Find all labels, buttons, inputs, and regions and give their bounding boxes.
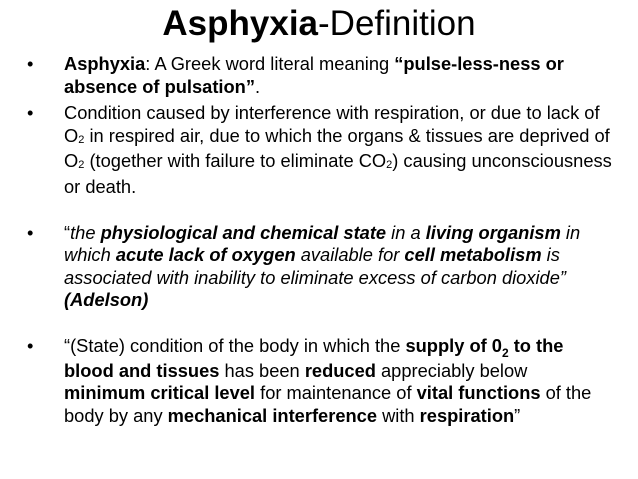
slide-body	[27, 53, 612, 431]
subscript: 2	[501, 345, 509, 360]
bullet-condition	[27, 102, 612, 198]
emphasis: mechanical interference	[167, 404, 377, 426]
emphasis: to the blood and tissues	[64, 334, 564, 381]
text: of the body by any	[64, 382, 592, 426]
text: Condition caused by interference with respiration, or due to lack of O	[64, 102, 600, 146]
emphasis: vital functions	[416, 382, 541, 404]
text: “(State) condition of the body in which the	[64, 334, 406, 356]
text: with	[377, 404, 420, 426]
subscript: 2	[78, 159, 85, 172]
text: ”	[514, 404, 521, 426]
bullet-dot: •	[27, 334, 34, 356]
text: available for	[295, 244, 405, 266]
slide-title	[0, 2, 638, 46]
emphasis: cell metabolism	[404, 244, 542, 266]
bullet-dot: •	[27, 53, 34, 74]
quote-meaning: “pulse-less-ness or absence of pulsation”	[64, 53, 564, 97]
bullet-dot: •	[27, 221, 34, 243]
text: ) causing unconsciousness or death.	[64, 150, 612, 197]
bullet-dot: •	[27, 102, 34, 124]
text: is associated with inability to eliminate excess of carbon dioxide”	[64, 244, 566, 288]
text: the	[70, 221, 101, 243]
emphasis: supply of 0	[405, 334, 502, 356]
text: .	[254, 75, 261, 97]
subscript: 2	[386, 159, 393, 172]
subscript: 2	[78, 133, 85, 146]
emphasis: minimum critical level	[64, 382, 256, 404]
emphasis: living organism	[425, 221, 561, 243]
text: (together with failure to eliminate CO	[84, 150, 387, 172]
bullet-state-condition	[27, 335, 612, 427]
text: in which	[64, 221, 581, 266]
emphasis: reduced	[304, 359, 376, 381]
citation-adelson: (Adelson)	[64, 289, 149, 311]
text: “	[64, 221, 71, 243]
emphasis: respiration	[419, 404, 515, 426]
text: has been	[219, 359, 305, 381]
text: in respired air, due to which the organs & tissues are deprived of O	[64, 124, 610, 172]
text: for maintenance of	[255, 382, 417, 404]
title-rest: -Definition	[318, 4, 476, 43]
bullet-adelson-quote	[27, 222, 612, 312]
text: appreciably below	[375, 359, 528, 381]
title-bold: Asphyxia	[162, 4, 319, 43]
text: in a	[386, 221, 426, 243]
bullet-asphyxia-term	[27, 53, 612, 98]
emphasis: acute lack of oxygen	[115, 244, 296, 266]
emphasis: physiological and chemical state	[100, 221, 387, 243]
text: : A Greek word literal meaning	[145, 53, 395, 74]
term-asphyxia: Asphyxia	[64, 53, 146, 74]
